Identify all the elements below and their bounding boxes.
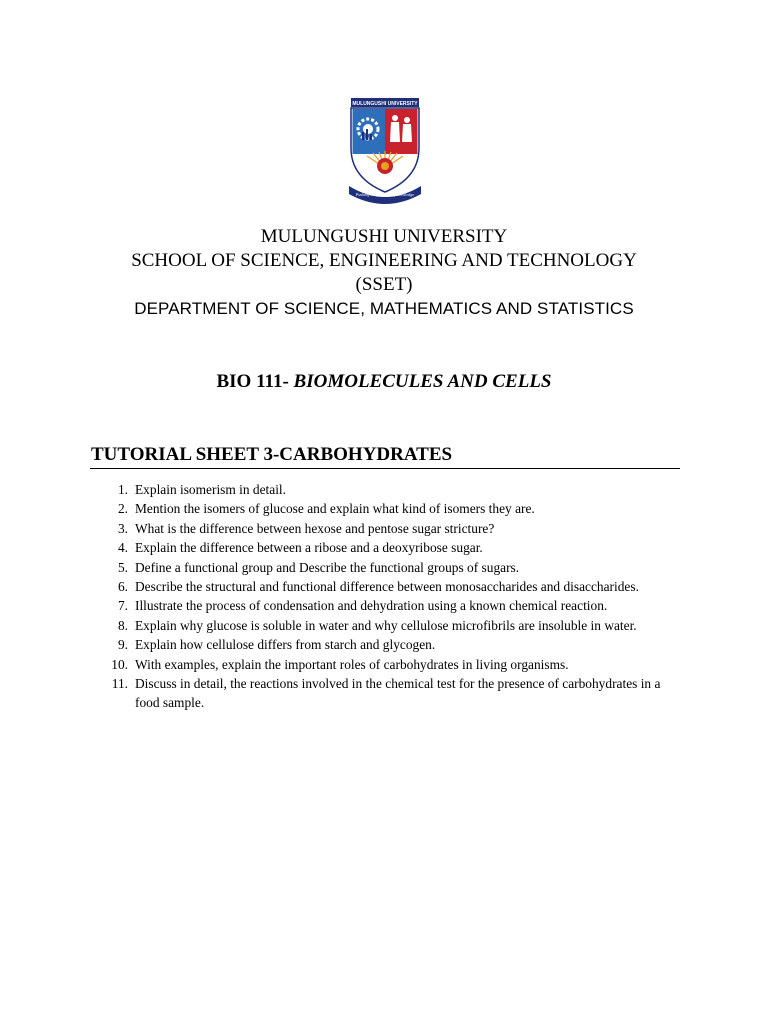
question-item: [0, 480, 768, 499]
school-abbreviation: (SSET): [355, 274, 413, 295]
question-text: With examples, explain the important roles of carbohydrates in living organisms.: [135, 656, 569, 672]
question-item: [0, 655, 768, 674]
question-text: Illustrate the process of condensation and dehydration using a known chemical reaction.: [135, 598, 608, 614]
question-item: [0, 596, 768, 615]
university-crest-logo: [345, 96, 425, 208]
question-text: Explain the difference between a ribose and a deoxyribose sugar.: [135, 540, 483, 556]
course-title: BIOMOLECULES AND CELLS: [293, 371, 552, 392]
question-text: Mention the isomers of glucose and explain what kind of isomers they are.: [135, 501, 535, 517]
university-name: MULUNGUSHI UNIVERSITY: [260, 226, 508, 247]
department-name: DEPARTMENT OF SCIENCE, MATHEMATICS AND STATISTICS: [134, 299, 634, 318]
question-number: 2.: [117, 501, 128, 517]
question-text: Explain why glucose is soluble in water and why cellulose microfibrils are insoluble in water.: [135, 617, 637, 633]
question-number: 9.: [117, 637, 128, 653]
question-text: What is the difference between hexose and pentose sugar stricture?: [135, 520, 495, 536]
question-item: [0, 577, 768, 596]
question-number: 7.: [117, 598, 128, 614]
question-item: [0, 674, 768, 713]
course-heading: [0, 370, 768, 394]
question-item: [0, 616, 768, 635]
question-number: 6.: [117, 579, 128, 595]
crest-banner-text: MULUNGUSHI UNIVERSITY: [352, 101, 418, 107]
school-name: SCHOOL OF SCIENCE, ENGINEERING AND TECHNOLOGY: [131, 250, 637, 271]
question-number: 4.: [117, 540, 128, 556]
question-number: 5.: [117, 559, 128, 575]
question-number: 11.: [111, 676, 128, 692]
question-text: Define a functional group and Describe the functional groups of sugars.: [135, 559, 520, 575]
question-text: Describe the structural and functional difference between monosaccharides and disaccharides.: [135, 579, 639, 595]
question-item: [0, 635, 768, 654]
tutorial-sheet-title: TUTORIAL SHEET 3-CARBOHYDRATES: [91, 444, 453, 465]
question-item: [0, 538, 768, 557]
question-number: 3.: [117, 520, 128, 536]
question-item: [0, 519, 768, 538]
question-number: 1.: [117, 482, 128, 497]
question-number: 10.: [111, 656, 128, 672]
heading-underline-divider: [90, 468, 680, 469]
crest-motto: Pushing the frontiers of knowledge: [355, 192, 415, 197]
course-code: BIO 111-: [216, 371, 289, 392]
question-number: 8.: [117, 617, 128, 633]
question-text: Explain isomerism in detail.: [135, 482, 286, 497]
question-item: [0, 558, 768, 577]
question-text: Discuss in detail, the reactions involved in the chemical test for the presence of carbohydrates in a food sample.: [135, 676, 661, 711]
question-list: [0, 480, 768, 713]
question-item: [0, 499, 768, 518]
question-text: Explain how cellulose differs from starch and glycogen.: [135, 637, 436, 653]
